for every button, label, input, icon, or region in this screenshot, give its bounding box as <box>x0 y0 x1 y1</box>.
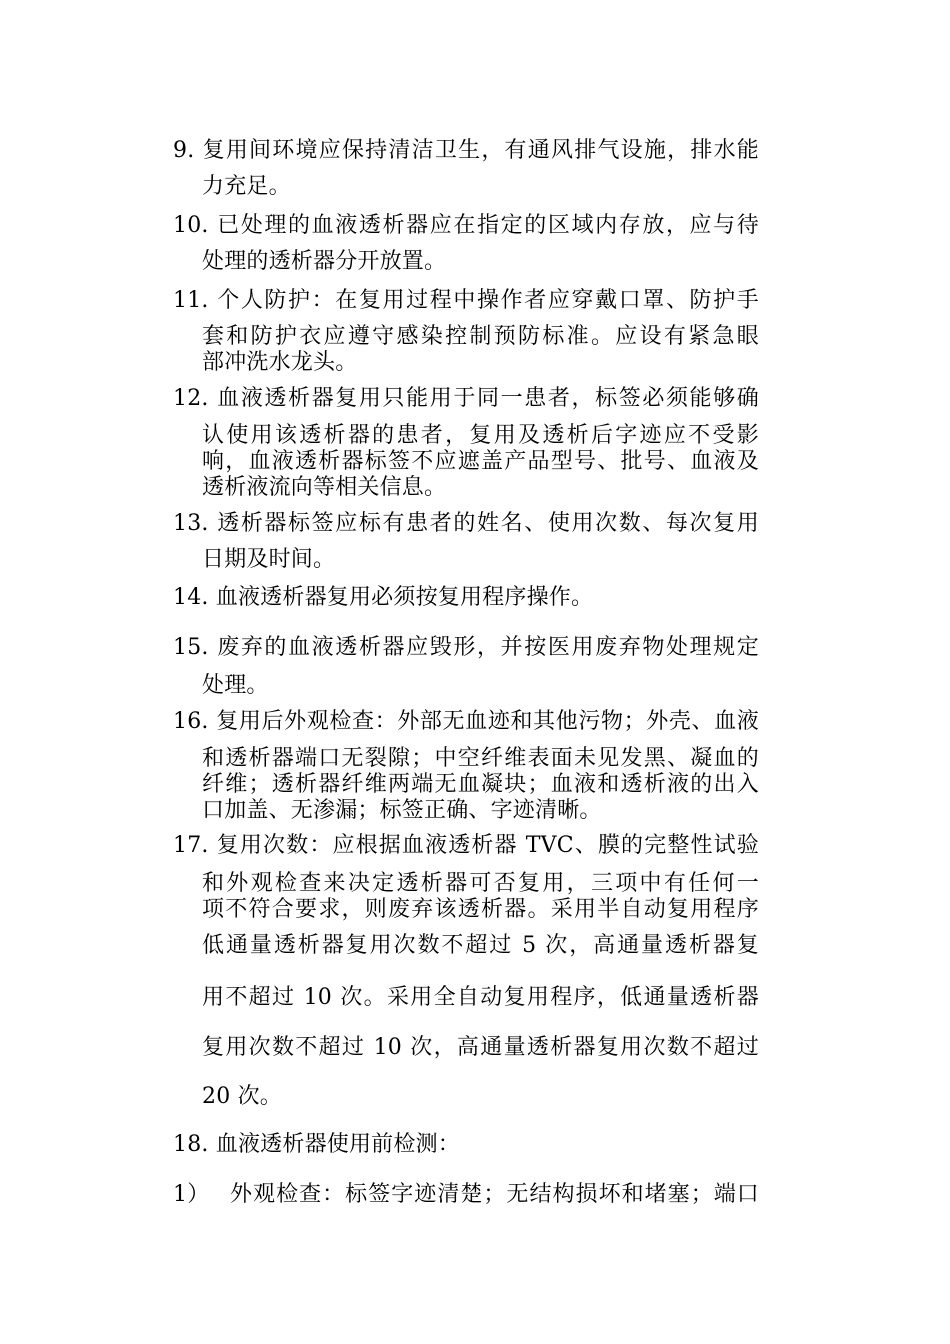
text-line: 10. 已处理的血液透析器应在指定的区域内存放，应与待 <box>173 213 759 238</box>
text-line: 12. 血液透析器复用只能用于同一患者，标签必须能够确 <box>173 386 759 411</box>
text-line: 16. 复用后外观检查：外部无血迹和其他污物；外壳、血液 <box>173 709 759 734</box>
text-line: 日期及时间。 <box>202 547 336 572</box>
text-line: 力充足。 <box>202 174 291 199</box>
text-line: 15. 废弃的血液透析器应毁形，并按医用废弃物处理规定 <box>173 635 759 660</box>
list-marker: 1） <box>173 1182 210 1207</box>
text-line: 和透析器端口无裂隙；中空纤维表面未见发黑、凝血的 <box>202 746 759 771</box>
text-line: 响，血液透析器标签不应遮盖产品型号、批号、血液及 <box>202 449 759 474</box>
text-line: 透析液流向等相关信息。 <box>202 475 447 500</box>
text-line: 外观检查：标签字迹清楚；无结构损坏和堵塞；端口 <box>230 1182 759 1207</box>
text-line: 认使用该透析器的患者，复用及透析后字迹应不受影 <box>202 423 759 448</box>
text-line: 18. 血液透析器使用前检测： <box>173 1132 460 1157</box>
text-line: 低通量透析器复用次数不超过 5 次，高通量透析器复 <box>202 933 759 958</box>
text-line: 20 次。 <box>202 1084 282 1109</box>
text-line: 部冲洗水龙头。 <box>202 350 358 375</box>
text-line: 纤维；透析器纤维两端无血凝块；血液和透析液的出入 <box>202 772 759 797</box>
text-line: 14. 血液透析器复用必须按复用程序操作。 <box>173 585 594 610</box>
text-line: 口加盖、无渗漏；标签正确、字迹清晰。 <box>202 798 602 823</box>
text-line: 和外观检查来决定透析器可否复用，三项中有任何一 <box>202 871 759 896</box>
text-line: 13. 透析器标签应标有患者的姓名、使用次数、每次复用 <box>173 511 759 536</box>
text-line: 套和防护衣应遵守感染控制预防标准。应设有紧急眼 <box>202 324 759 349</box>
text-line: 处理。 <box>202 673 269 698</box>
text-line: 用不超过 10 次。采用全自动复用程序，低通量透析器 <box>202 985 759 1010</box>
text-line: 处理的透析器分开放置。 <box>202 249 447 274</box>
text-line: 项不符合要求，则废弃该透析器。采用半自动复用程序 <box>202 897 759 922</box>
text-line: 11. 个人防护：在复用过程中操作者应穿戴口罩、防护手 <box>173 288 759 313</box>
text-line: 9. 复用间环境应保持清洁卫生，有通风排气设施，排水能 <box>173 138 759 163</box>
text-line: 17. 复用次数：应根据血液透析器 TVC、膜的完整性试验 <box>173 833 759 858</box>
text-line: 复用次数不超过 10 次，高通量透析器复用次数不超过 <box>202 1035 759 1060</box>
